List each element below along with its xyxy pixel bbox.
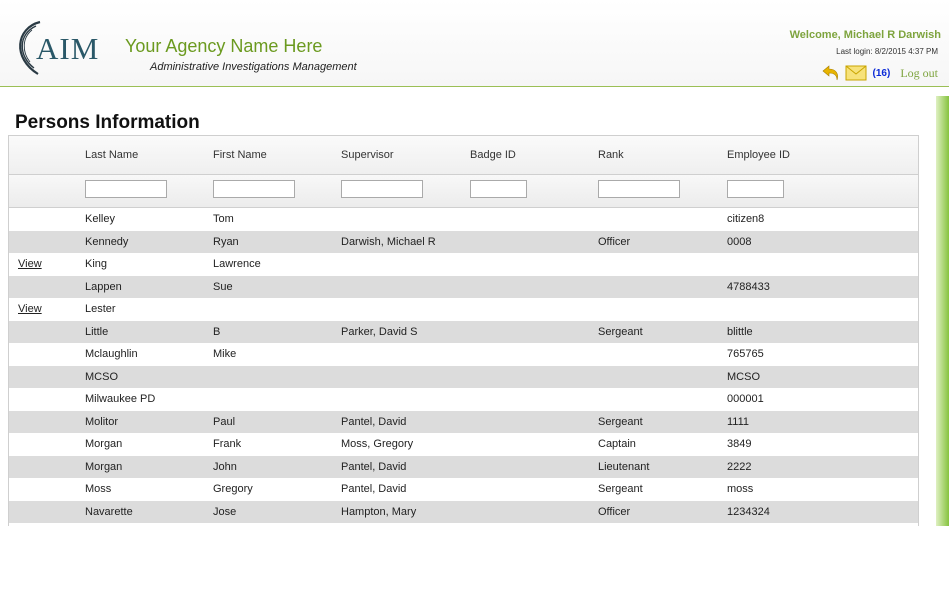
mail-icon[interactable] [845,65,867,81]
cell-employee-id: 4788433 [727,280,770,293]
agency-subtitle: Administrative Investigations Management [150,61,357,73]
cell-last-name: Kennedy [85,235,129,248]
filter-last-name-input[interactable] [85,180,167,198]
table-row[interactable] [9,321,918,344]
cell-employee-id: citizen8 [727,213,765,225]
welcome-text: Welcome, Michael R Darwish [789,29,941,41]
cell-rank: Officer [598,235,631,248]
table-row[interactable] [9,411,918,434]
column-header-supervisor[interactable]: Supervisor [341,149,394,161]
cell-first-name: Sue [213,280,233,293]
table-row[interactable] [9,388,918,411]
table-row[interactable] [9,231,918,254]
cell-last-name: Morgan [85,460,123,473]
filter-employee-id-input[interactable] [727,180,784,198]
cell-last-name: Moss [85,483,112,495]
last-login-text: Last login: 8/2/2015 4:37 PM [836,47,938,56]
logo-text: AIM [36,31,100,66]
table-row[interactable] [9,343,918,366]
table-row[interactable] [9,478,918,501]
cell-first-name: Gregory [213,483,253,495]
cell-employee-id: 2222 [727,460,752,473]
row-action-view-link[interactable]: View [18,303,42,315]
cell-employee-id: 1234324 [727,505,770,518]
cell-last-name: Milwaukee PD [85,393,156,405]
cell-first-name: Tom [213,213,234,225]
cell-last-name: Navarette [85,505,133,518]
cell-last-name: King [85,258,108,270]
cell-supervisor: Pantel, David [341,460,407,473]
table-row[interactable] [9,208,918,231]
logout-link[interactable]: Log out [900,65,938,80]
cell-employee-id: moss [727,483,754,495]
agency-name: Your Agency Name Here [125,36,323,56]
cell-last-name: Mclaughlin [85,348,138,360]
grid-header [9,135,918,175]
cell-first-name: Frank [213,438,242,450]
column-header-badge-id[interactable]: Badge ID [470,149,516,161]
cell-employee-id: 765765 [727,348,764,360]
cell-supervisor: Moss, Gregory [341,438,414,450]
cell-last-name: Lester [85,303,116,315]
cell-last-name: Molitor [85,415,119,428]
cell-last-name: MCSO [85,370,118,383]
cell-employee-id: MCSO [727,370,760,383]
cell-first-name: Mike [213,348,237,360]
table-row[interactable] [9,276,918,299]
app-header [0,0,949,87]
cell-supervisor: Hampton, Mary [341,505,417,518]
cell-last-name: Lappen [85,280,122,293]
filter-supervisor-input[interactable] [341,180,423,198]
cell-last-name: Little [85,325,109,338]
cell-rank: Lieutenant [598,460,650,473]
back-arrow-icon[interactable] [821,64,841,82]
header-toolbar [821,63,938,83]
table-row[interactable] [9,433,918,456]
cell-employee-id: 000001 [727,393,764,405]
cell-employee-id: 3849 [727,438,752,450]
cell-supervisor: Pantel, David [341,483,407,495]
cell-employee-id: 0008 [727,235,752,248]
column-header-first-name[interactable]: First Name [213,149,267,161]
cell-first-name: Lawrence [213,258,261,270]
column-header-rank[interactable]: Rank [598,149,624,161]
cell-rank: Captain [598,438,636,450]
persons-grid [8,135,919,526]
cell-rank: Officer [598,505,631,518]
cell-first-name: Paul [213,415,236,428]
table-row[interactable] [9,298,918,321]
table-row[interactable] [9,253,918,276]
cell-last-name: Kelley [85,213,115,225]
cell-rank: Sergeant [598,415,643,428]
message-count[interactable]: (16) [872,67,891,79]
page-title: Persons Information [15,112,200,133]
cell-supervisor: Darwish, Michael R [341,235,436,248]
table-row[interactable] [9,366,918,389]
cell-last-name: Morgan [85,438,123,450]
table-row[interactable] [9,501,918,524]
cell-rank: Sergeant [598,325,643,338]
aim-logo [10,18,110,80]
column-header-last-name[interactable]: Last Name [85,149,139,161]
table-row[interactable] [9,456,918,479]
cell-rank: Sergeant [598,483,643,495]
filter-rank-input[interactable] [598,180,680,198]
cell-first-name: Ryan [213,235,239,248]
filter-badge-id-input[interactable] [470,180,527,198]
cell-supervisor: Parker, David S [341,325,418,338]
column-header-employee-id[interactable]: Employee ID [727,149,790,161]
cell-employee-id: blittle [727,325,753,338]
filter-first-name-input[interactable] [213,180,295,198]
row-action-view-link[interactable]: View [18,258,42,270]
grid-body [9,208,918,523]
filter-row [9,175,918,208]
cell-first-name: John [213,460,237,473]
cell-first-name: Jose [213,505,237,518]
cell-first-name: B [213,325,221,338]
cell-supervisor: Pantel, David [341,415,407,428]
cell-employee-id: 1111 [727,415,750,428]
side-scroll-strip[interactable] [936,96,949,526]
